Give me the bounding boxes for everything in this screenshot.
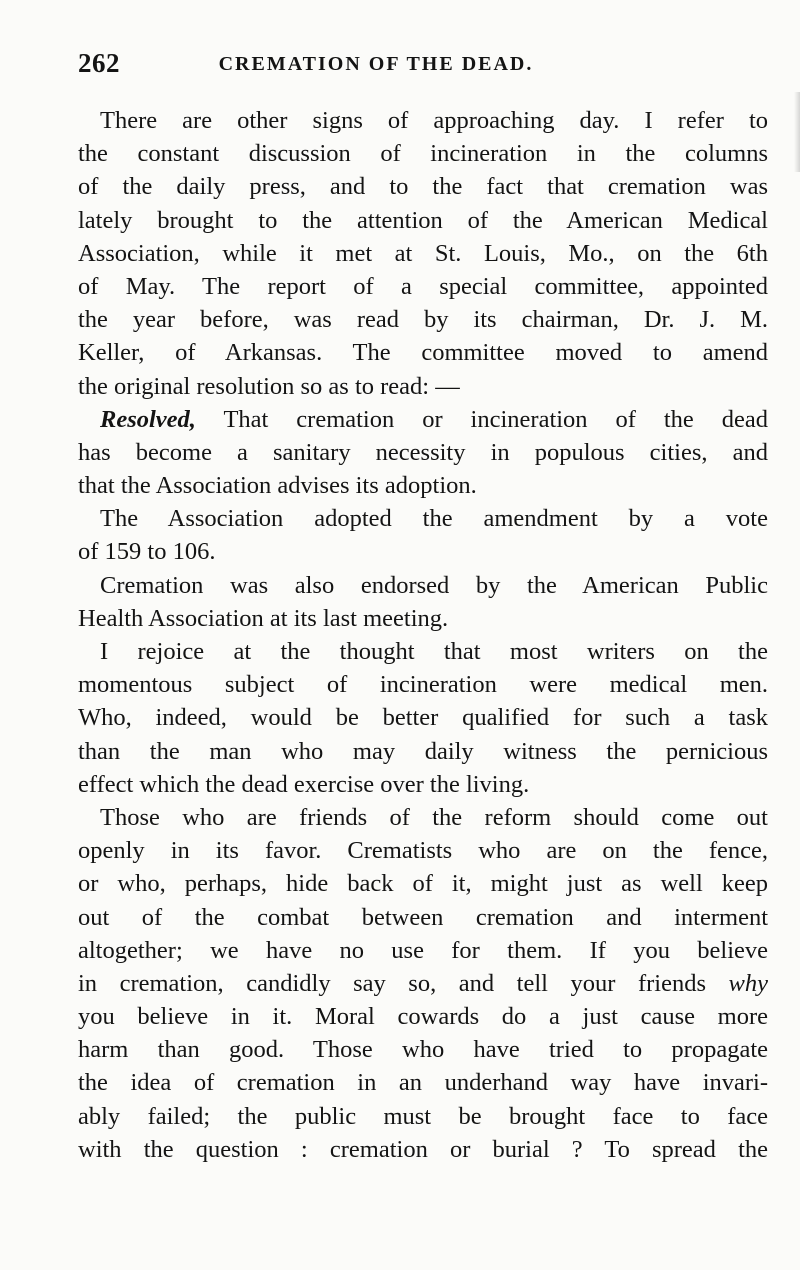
text-line: of May. The report of a special committee, appointed [78, 272, 768, 300]
text-line: Resolved, That cremation or incineration of the dead [100, 405, 768, 433]
text-line: than the man who may daily witness the pernicious [78, 737, 768, 765]
text-line: of the daily press, and to the fact that cremation was [78, 173, 768, 201]
resolved-label: Resolved, [100, 405, 196, 433]
text-line: or who, perhaps, hide back of it, might just as well keep [78, 870, 768, 898]
text-line: Cremation was also endorsed by the American Public [100, 571, 768, 599]
text-line: Health Association at its last meeting. [78, 604, 449, 632]
page-number: 262 [78, 48, 120, 78]
text-line: lately brought to the attention of the American Medical [78, 206, 768, 234]
text-line: There are other signs of approaching day. I refer to [100, 107, 768, 134]
text-line: Association, while it met at St. Louis, Mo., on the 6th [78, 239, 768, 267]
running-head: CREMATION OF THE DEAD. [218, 53, 534, 75]
text-line: the original resolution so as to read: — [78, 372, 460, 400]
text-line: out of the combat between cremation and interment [78, 903, 768, 931]
text-line: the year before, was read by its chairman, Dr. J. M. [78, 306, 768, 334]
text-line: harm than good. Those who have tried to propagate [78, 1036, 768, 1064]
text-line: that the Association advises its adoption. [78, 472, 477, 500]
emphasis-word: why [728, 969, 768, 997]
text-line: Who, indeed, would be better qualified for such a task [78, 704, 768, 732]
text-line: effect which the dead exercise over the living. [78, 770, 530, 798]
text-line: momentous subject of incineration were medical men. [78, 671, 768, 699]
text-line: of 159 to 106. [78, 538, 216, 566]
text-line: the idea of cremation in an underhand way have invari- [78, 1069, 768, 1097]
page-edge-shadow [794, 92, 800, 172]
text-line: in cremation, candidly say so, and tell your friends why [78, 969, 768, 997]
text-line: altogether; we have no use for them. If you believe [78, 936, 768, 964]
text-line: you believe in it. Moral cowards do a just cause more [78, 1003, 768, 1031]
text-line: Those who are friends of the reform should come out [100, 803, 768, 831]
text-line: the constant discussion of incineration in the columns [78, 140, 768, 168]
text-line: The Association adopted the amendment by a vote [100, 505, 768, 533]
text-line: has become a sanitary necessity in populous cities, and [78, 438, 768, 466]
text-line: ably failed; the public must be brought face to face [78, 1102, 768, 1130]
text-line: openly in its favor. Crematists who are on the fence, [78, 837, 768, 865]
text-line: Keller, of Arkansas. The committee moved to amend [78, 339, 768, 367]
page-body [78, 104, 768, 1166]
text-line: I rejoice at the thought that most writers on the [100, 638, 768, 665]
text-line: with the question : cremation or burial ? To spread the [78, 1135, 768, 1163]
page-header [78, 48, 768, 78]
